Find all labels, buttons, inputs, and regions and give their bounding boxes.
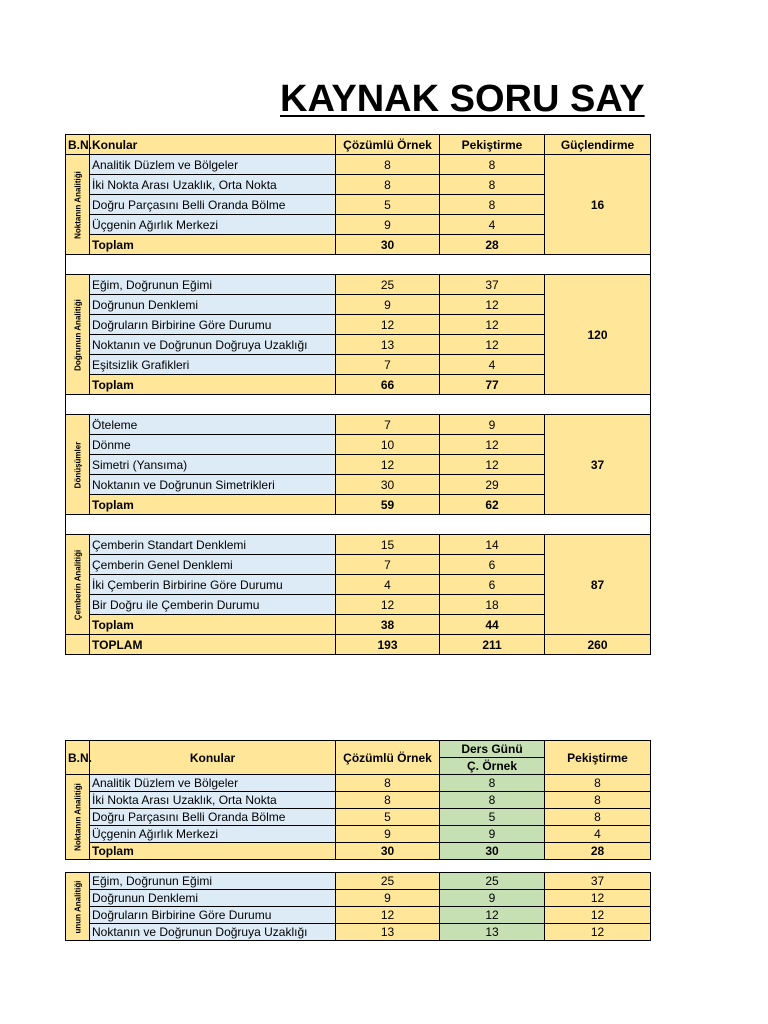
c-ornek-cell: 9 [440, 890, 545, 907]
spacer-cell [336, 860, 440, 873]
pekistirme-cell: 18 [440, 595, 545, 615]
total-pekistirme: 62 [440, 495, 545, 515]
pekistirme-cell: 4 [440, 355, 545, 375]
spacer-cell [90, 860, 336, 873]
page-title: KAYNAK SORU SAY [280, 78, 645, 120]
grand-total-cozumlu: 193 [336, 635, 440, 655]
table-row [66, 792, 651, 809]
total-label: Toplam [90, 843, 336, 860]
spacer-cell [545, 860, 651, 873]
cozumlu-cell: 7 [336, 355, 440, 375]
cozumlu-cell: 12 [336, 595, 440, 615]
cozumlu-cell: 13 [336, 335, 440, 355]
guclendirme-header: Güçlendirme [545, 135, 651, 155]
table-row [66, 924, 651, 941]
topic-cell: Üçgenin Ağırlık Merkezi [90, 826, 336, 843]
pekistirme-cell: 8 [440, 175, 545, 195]
total-row [66, 843, 651, 860]
spacer-cell [440, 860, 545, 873]
total-c-ornek: 30 [440, 843, 545, 860]
pekistirme-cell: 4 [545, 826, 651, 843]
c-ornek-cell: 9 [440, 826, 545, 843]
section-label: Noktanın Analitiği [73, 170, 82, 239]
pekistirme-cell: 8 [545, 775, 651, 792]
topic-cell: Eğim, Doğrunun Eğimi [90, 873, 336, 890]
spacer-row [66, 255, 651, 275]
c-ornek-cell: 13 [440, 924, 545, 941]
pekistirme-cell: 6 [440, 555, 545, 575]
table-row [66, 415, 651, 435]
guclendirme-cell: 37 [545, 415, 651, 515]
pekistirme-cell: 12 [545, 907, 651, 924]
topic-cell: Dönme [90, 435, 336, 455]
section-label-cell [66, 535, 90, 635]
cozumlu-cell: 13 [336, 924, 440, 941]
topic-cell: Analitik Düzlem ve Bölgeler [90, 155, 336, 175]
cozumlu-cell: 9 [336, 890, 440, 907]
topic-cell: Doğru Parçasını Belli Oranda Bölme [90, 195, 336, 215]
cozumlu-cell: 10 [336, 435, 440, 455]
kaynak-soru-table [65, 134, 651, 655]
c-ornek-cell: 12 [440, 907, 545, 924]
section-label: Dönüşümler [73, 441, 82, 488]
topic-cell: Noktanın ve Doğrunun Doğruya Uzaklığı [90, 335, 336, 355]
table-row [66, 155, 651, 175]
topic-cell: Doğruların Birbirine Göre Durumu [90, 315, 336, 335]
spacer-cell [66, 395, 651, 415]
c-ornek-cell: 8 [440, 792, 545, 809]
topic-cell: Doğrunun Denklemi [90, 295, 336, 315]
table-row [66, 775, 651, 792]
section-label: unun Analitiği [73, 879, 82, 934]
pekistirme-cell: 12 [440, 335, 545, 355]
cozumlu-cell: 8 [336, 155, 440, 175]
cozumlu-cell: 5 [336, 809, 440, 826]
total-cozumlu: 66 [336, 375, 440, 395]
pekistirme-cell: 12 [440, 295, 545, 315]
guclendirme-cell: 87 [545, 535, 651, 635]
grand-total-label: TOPLAM [90, 635, 336, 655]
topic-cell: Eğim, Doğrunun Eğimi [90, 275, 336, 295]
total-pekistirme: 28 [440, 235, 545, 255]
pekistirme-cell: 12 [545, 890, 651, 907]
pekistirme-cell: 8 [545, 792, 651, 809]
cozumlu-cell: 7 [336, 555, 440, 575]
empty-cell [66, 635, 90, 655]
cozumlu-cell: 25 [336, 275, 440, 295]
topic-cell: Doğrunun Denklemi [90, 890, 336, 907]
pekistirme-cell: 12 [545, 924, 651, 941]
section-label: Doğrunun Analitiği [73, 298, 82, 371]
section-label-cell [66, 275, 90, 395]
ders-gunu-header: Ders Günü [440, 741, 545, 758]
section-label: Çemberin Analitiği [73, 549, 82, 620]
grand-total-guclendirme: 260 [545, 635, 651, 655]
pekistirme-cell: 8 [545, 809, 651, 826]
topic-cell: Noktanın ve Doğrunun Doğruya Uzaklığı [90, 924, 336, 941]
cozumlu-cell: 12 [336, 315, 440, 335]
pekistirme-header: Pekiştirme [545, 741, 651, 775]
cozumlu-cell: 8 [336, 775, 440, 792]
ders-gunu-table [65, 740, 651, 941]
spacer-row [66, 515, 651, 535]
section-label-cell [66, 873, 90, 941]
cozumlu-cell: 12 [336, 907, 440, 924]
header-row [66, 135, 651, 155]
table-row [66, 826, 651, 843]
konular-header: Konular [90, 741, 336, 775]
topic-cell: Bir Doğru ile Çemberin Durumu [90, 595, 336, 615]
cozumlu-header: Çözümlü Örnek [336, 741, 440, 775]
total-label: Toplam [90, 495, 336, 515]
topic-cell: İki Çemberin Birbirine Göre Durumu [90, 575, 336, 595]
guclendirme-cell: 16 [545, 155, 651, 255]
bn-header: B.N. [66, 741, 90, 775]
c-ornek-cell: 5 [440, 809, 545, 826]
pekistirme-cell: 37 [440, 275, 545, 295]
pekistirme-cell: 12 [440, 315, 545, 335]
pekistirme-cell: 14 [440, 535, 545, 555]
spacer-cell [66, 860, 90, 873]
cozumlu-cell: 30 [336, 475, 440, 495]
total-cozumlu: 59 [336, 495, 440, 515]
cozumlu-cell: 25 [336, 873, 440, 890]
topic-cell: İki Nokta Arası Uzaklık, Orta Nokta [90, 175, 336, 195]
spacer-row [66, 395, 651, 415]
cozumlu-cell: 15 [336, 535, 440, 555]
c-ornek-cell: 25 [440, 873, 545, 890]
topic-cell: Noktanın ve Doğrunun Simetrikleri [90, 475, 336, 495]
guclendirme-cell: 120 [545, 275, 651, 395]
total-pekistirme: 44 [440, 615, 545, 635]
topic-cell: Üçgenin Ağırlık Merkezi [90, 215, 336, 235]
bn-header: B.N. [66, 135, 90, 155]
cozumlu-header: Çözümlü Örnek [336, 135, 440, 155]
total-label: Toplam [90, 235, 336, 255]
pekistirme-cell: 12 [440, 435, 545, 455]
topic-cell: İki Nokta Arası Uzaklık, Orta Nokta [90, 792, 336, 809]
cozumlu-cell: 8 [336, 175, 440, 195]
cozumlu-cell: 9 [336, 215, 440, 235]
header-row [66, 741, 651, 758]
table-row [66, 907, 651, 924]
topic-cell: Eşitsizlik Grafikleri [90, 355, 336, 375]
konular-header: Konular [90, 135, 336, 155]
table-row [66, 275, 651, 295]
table-row [66, 809, 651, 826]
pekistirme-cell: 29 [440, 475, 545, 495]
grand-total-row [66, 635, 651, 655]
grand-total-pekistirme: 211 [440, 635, 545, 655]
pekistirme-cell: 6 [440, 575, 545, 595]
spacer-cell [66, 515, 651, 535]
topic-cell: Öteleme [90, 415, 336, 435]
pekistirme-cell: 12 [440, 455, 545, 475]
cozumlu-cell: 9 [336, 826, 440, 843]
c-ornek-cell: 8 [440, 775, 545, 792]
total-cozumlu: 30 [336, 843, 440, 860]
topic-cell: Doğruların Birbirine Göre Durumu [90, 907, 336, 924]
total-label: Toplam [90, 615, 336, 635]
table-row [66, 535, 651, 555]
section-label-cell [66, 415, 90, 515]
total-cozumlu: 30 [336, 235, 440, 255]
topic-cell: Doğru Parçasını Belli Oranda Bölme [90, 809, 336, 826]
total-cozumlu: 38 [336, 615, 440, 635]
total-pekistirme: 28 [545, 843, 651, 860]
cozumlu-cell: 5 [336, 195, 440, 215]
topic-cell: Çemberin Standart Denklemi [90, 535, 336, 555]
spacer-row [66, 860, 651, 873]
section-label-cell [66, 775, 90, 860]
pekistirme-cell: 8 [440, 195, 545, 215]
cozumlu-cell: 12 [336, 455, 440, 475]
topic-cell: Simetri (Yansıma) [90, 455, 336, 475]
spacer-cell [66, 255, 651, 275]
table-row [66, 873, 651, 890]
cozumlu-cell: 7 [336, 415, 440, 435]
section-label-cell [66, 155, 90, 255]
table-row [66, 890, 651, 907]
total-label: Toplam [90, 375, 336, 395]
pekistirme-cell: 4 [440, 215, 545, 235]
topic-cell: Çemberin Genel Denklemi [90, 555, 336, 575]
pekistirme-header: Pekiştirme [440, 135, 545, 155]
cozumlu-cell: 9 [336, 295, 440, 315]
pekistirme-cell: 9 [440, 415, 545, 435]
cozumlu-cell: 8 [336, 792, 440, 809]
section-label: Noktanın Analitiği [73, 783, 82, 851]
pekistirme-cell: 8 [440, 155, 545, 175]
cozumlu-cell: 4 [336, 575, 440, 595]
topic-cell: Analitik Düzlem ve Bölgeler [90, 775, 336, 792]
total-pekistirme: 77 [440, 375, 545, 395]
c-ornek-header: Ç. Örnek [440, 758, 545, 775]
pekistirme-cell: 37 [545, 873, 651, 890]
